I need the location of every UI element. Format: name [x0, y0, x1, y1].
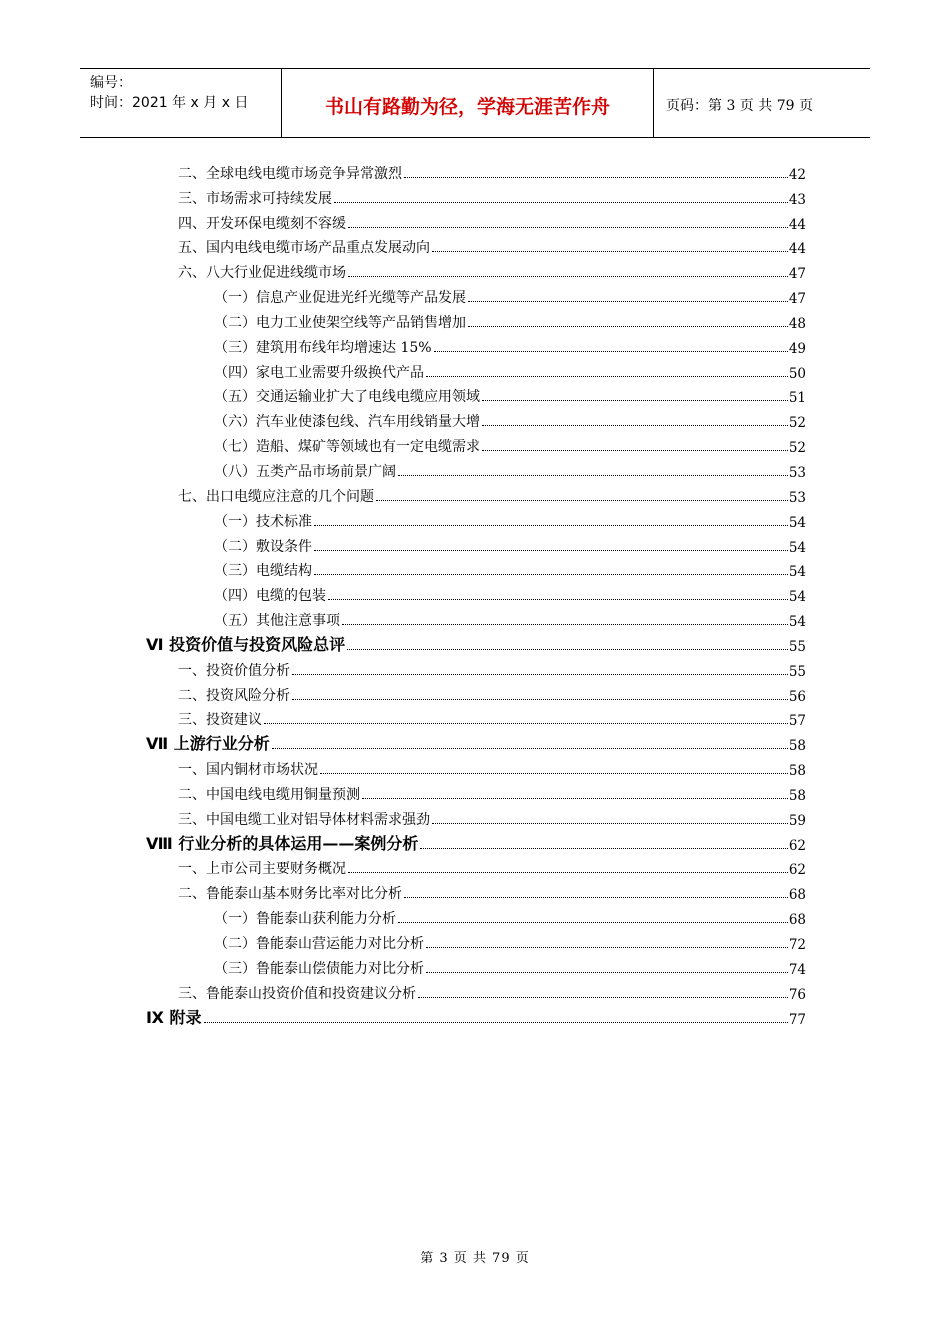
- toc-entry[interactable]: [146, 779, 806, 804]
- toc-dot-leader: [272, 748, 788, 749]
- toc-entry[interactable]: [146, 406, 806, 431]
- toc-entry-title: 三、市场需求可持续发展: [178, 188, 333, 208]
- toc-dot-leader: [482, 450, 788, 451]
- toc-entry-page: 76: [788, 986, 806, 1003]
- toc-entry-page: 44: [788, 241, 806, 258]
- toc-dot-leader: [426, 947, 788, 948]
- toc-entry-title: Ⅶ 上游行业分析: [146, 731, 271, 754]
- toc-entry-page: 77: [788, 1011, 806, 1028]
- toc-entry-page: 68: [788, 912, 806, 929]
- toc-entry[interactable]: [146, 878, 806, 903]
- toc-dot-leader: [468, 326, 788, 327]
- toc-dot-leader: [334, 202, 788, 203]
- toc-entry-page: 55: [788, 638, 806, 655]
- toc-entry[interactable]: [146, 183, 806, 208]
- toc-dot-leader: [348, 872, 788, 873]
- toc-dot-leader: [432, 251, 788, 252]
- toc-dot-leader: [404, 177, 788, 178]
- time-label: 时间：2021 年 x 月 x 日: [90, 95, 249, 111]
- toc-dot-leader: [204, 1022, 788, 1023]
- toc-dot-leader: [314, 525, 788, 526]
- toc-entry-page: 54: [788, 564, 806, 581]
- toc-entry[interactable]: [146, 754, 806, 779]
- toc-dot-leader: [376, 500, 788, 501]
- toc-entry[interactable]: [146, 630, 806, 655]
- toc-entry-title: Ⅷ 行业分析的具体运用——案例分析: [146, 831, 419, 854]
- toc-entry-page: 62: [788, 862, 806, 879]
- serial-label: 编号：: [90, 75, 132, 91]
- toc-entry-title: （四）电缆的包装: [214, 585, 327, 605]
- toc-dot-leader: [292, 674, 788, 675]
- toc-entry-page: 53: [788, 489, 806, 506]
- toc-entry-title: （二）电力工业使架空线等产品销售增加: [214, 312, 467, 332]
- toc-entry-title: 三、中国电缆工业对铝导体材料需求强劲: [178, 809, 431, 829]
- toc-entry[interactable]: [146, 158, 806, 183]
- toc-dot-leader: [468, 301, 788, 302]
- toc-dot-leader: [320, 773, 788, 774]
- toc-entry-page: 52: [788, 440, 806, 457]
- toc-dot-leader: [328, 599, 788, 600]
- toc-entry-title: Ⅵ 投资价值与投资风险总评: [146, 632, 346, 655]
- toc-entry[interactable]: [146, 1003, 806, 1028]
- toc-entry[interactable]: [146, 531, 806, 556]
- toc-entry-page: 68: [788, 887, 806, 904]
- toc-entry-title: （五）其他注意事项: [214, 610, 341, 630]
- toc-entry-title: （四）家电工业需要升级换代产品: [214, 362, 425, 382]
- toc-entry[interactable]: [146, 729, 806, 754]
- toc-entry-title: 四、开发环保电缆刻不容缓: [178, 213, 347, 233]
- toc-entry-title: 二、鲁能泰山基本财务比率对比分析: [178, 883, 403, 903]
- toc-entry-page: 58: [788, 763, 806, 780]
- toc-dot-leader: [426, 376, 788, 377]
- toc-entry[interactable]: [146, 431, 806, 456]
- toc-entry-title: 一、投资价值分析: [178, 660, 291, 680]
- toc-entry-page: 72: [788, 937, 806, 953]
- toc-entry-title: 一、上市公司主要财务概况: [178, 858, 347, 878]
- toc-entry-title: （五）交通运输业扩大了电线电缆应用领域: [214, 386, 481, 406]
- toc-entry[interactable]: [146, 257, 806, 282]
- page-footer: 第 3 页 共 79 页: [420, 1251, 530, 1266]
- toc-entry-title: （一）信息产业促进光纤光缆等产品发展: [214, 287, 467, 307]
- toc-entry-title: （六）汽车业使漆包线、汽车用线销量大增: [214, 411, 481, 431]
- toc-dot-leader: [404, 897, 788, 898]
- toc-entry-page: 55: [788, 663, 806, 680]
- toc-entry-title: 二、投资风险分析: [178, 685, 291, 705]
- toc-entry-page: 59: [788, 812, 806, 829]
- toc-entry-page: 54: [788, 614, 806, 631]
- toc-entry-page: 42: [788, 166, 806, 183]
- toc-dot-leader: [292, 699, 788, 700]
- toc-entry[interactable]: [146, 605, 806, 630]
- toc-entry-title: （八）五类产品市场前景广阔: [214, 461, 397, 481]
- toc-entry-page: 43: [788, 191, 806, 208]
- toc-entry-page: 58: [788, 738, 806, 755]
- toc-entry-title: （二）敷设条件: [214, 536, 313, 556]
- toc-entry-title: 七、出口电缆应注意的几个问题: [178, 486, 375, 506]
- toc-entry-page: 52: [788, 415, 806, 432]
- toc-entry[interactable]: [146, 680, 806, 705]
- toc-dot-leader: [264, 723, 788, 724]
- toc-entry[interactable]: [146, 804, 806, 829]
- toc-entry[interactable]: [146, 332, 806, 357]
- toc-entry-page: 57: [788, 713, 806, 730]
- toc-entry[interactable]: [146, 978, 806, 1003]
- toc-entry-title: 五、国内电线电缆市场产品重点发展动向: [178, 237, 431, 257]
- toc-dot-leader: [434, 351, 788, 352]
- toc-entry-title: （三）鲁能泰山偿债能力对比分析: [214, 958, 425, 978]
- toc-entry-title: 一、国内铜材市场状况: [178, 759, 319, 779]
- toc-entry-title: Ⅸ 附录: [146, 1005, 203, 1028]
- toc-dot-leader: [398, 922, 788, 923]
- toc-entry-page: 53: [788, 464, 806, 481]
- header-motto: 书山有路勤为径，学海无涯苦作舟: [282, 69, 654, 137]
- toc-entry-page: 56: [788, 688, 806, 705]
- toc-entry-title: 三、鲁能泰山投资价值和投资建议分析: [178, 983, 417, 1003]
- toc-entry-title: （七）造船、煤矿等领域也有一定电缆需求: [214, 436, 481, 456]
- toc-dot-leader: [482, 425, 788, 426]
- toc-dot-leader: [362, 798, 788, 799]
- toc-entry[interactable]: [146, 928, 806, 953]
- toc-entry[interactable]: [146, 829, 806, 854]
- toc-entry-page: 54: [788, 539, 806, 556]
- toc-dot-leader: [348, 227, 788, 228]
- toc-dot-leader: [314, 550, 788, 551]
- toc-entry-page: 51: [788, 390, 806, 407]
- toc-dot-leader: [418, 997, 788, 998]
- toc-dot-leader: [347, 649, 788, 650]
- toc-entry-page: 62: [788, 837, 806, 854]
- toc-dot-leader: [432, 823, 788, 824]
- toc-entry-page: 47: [788, 266, 806, 283]
- table-of-contents: [146, 158, 806, 1028]
- toc-dot-leader: [314, 574, 788, 575]
- toc-entry[interactable]: [146, 233, 806, 258]
- toc-entry[interactable]: [146, 481, 806, 506]
- toc-entry-page: 50: [788, 365, 806, 382]
- toc-dot-leader: [398, 475, 788, 476]
- toc-entry[interactable]: [146, 705, 806, 730]
- toc-entry-title: 二、全球电线电缆市场竞争异常激烈: [178, 163, 403, 183]
- toc-dot-leader: [342, 624, 788, 625]
- toc-entry[interactable]: [146, 506, 806, 531]
- header-meta: [80, 69, 282, 137]
- toc-entry-page: 44: [788, 216, 806, 233]
- toc-entry-page: 48: [788, 315, 806, 332]
- toc-entry-title: 二、中国电线电缆用铜量预测: [178, 784, 361, 804]
- toc-entry-page: 47: [788, 291, 806, 308]
- toc-entry[interactable]: [146, 580, 806, 605]
- toc-entry[interactable]: [146, 456, 806, 481]
- toc-entry-page: 74: [788, 961, 806, 978]
- toc-dot-leader: [482, 400, 788, 401]
- toc-entry[interactable]: [146, 655, 806, 680]
- toc-dot-leader: [420, 848, 787, 849]
- toc-entry-page: 49: [788, 340, 806, 357]
- toc-entry-title: （三）电缆结构: [214, 560, 313, 580]
- header-page-label: 页码：第 3 页 共 79 页: [666, 98, 813, 114]
- page-header: [80, 68, 870, 138]
- toc-entry[interactable]: [146, 282, 806, 307]
- toc-entry[interactable]: [146, 382, 806, 407]
- toc-entry-page: 54: [788, 589, 806, 606]
- toc-entry-title: 三、投资建议: [178, 709, 263, 729]
- toc-entry-title: （一）鲁能泰山获利能力分析: [214, 908, 397, 928]
- toc-entry[interactable]: [146, 357, 806, 382]
- toc-entry[interactable]: [146, 854, 806, 879]
- toc-entry[interactable]: [146, 556, 806, 581]
- toc-entry-title: （一）技术标准: [214, 511, 313, 531]
- toc-entry-title: （二）鲁能泰山营运能力对比分析: [214, 933, 425, 953]
- toc-entry-page: 54: [788, 514, 806, 531]
- toc-entry[interactable]: [146, 307, 806, 332]
- toc-entry[interactable]: [146, 903, 806, 928]
- toc-entry-title: （三）建筑用布线年均增速达 15%: [214, 337, 433, 357]
- toc-entry[interactable]: [146, 953, 806, 978]
- toc-entry-title: 六、八大行业促进线缆市场: [178, 262, 347, 282]
- toc-entry-page: 58: [788, 787, 806, 804]
- toc-dot-leader: [426, 972, 788, 973]
- toc-dot-leader: [348, 276, 788, 277]
- toc-entry[interactable]: [146, 208, 806, 233]
